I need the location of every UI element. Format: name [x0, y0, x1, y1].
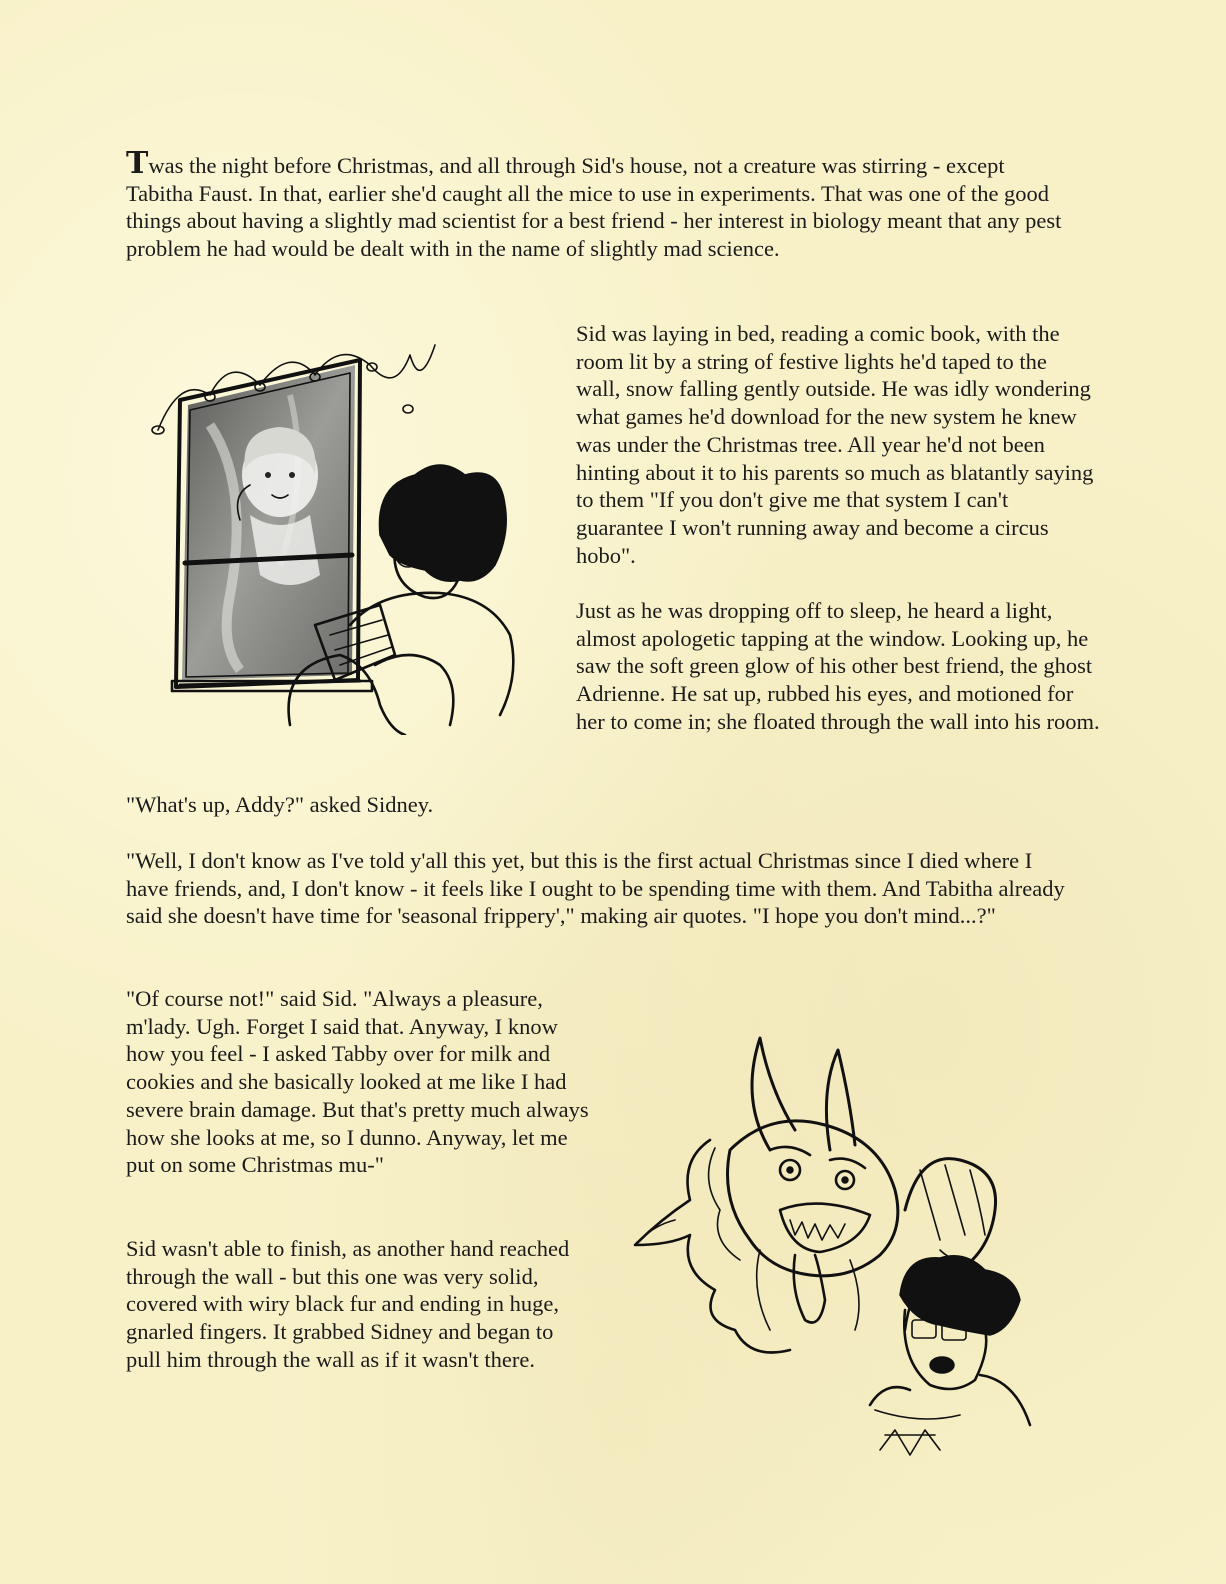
paragraph-sid-in-bed: Sid was laying in bed, reading a comic book, with the room lit by a string of festive lights he'd taped to the wall, snow falling gently outside. He was idly wondering what games he'd download for the new system he knew was under the Christmas tree. All year he'd not been hinting about it to his parents so much as blatantly saying to them "If you don't give me that system I can't guarantee I won't running away and become a circus hobo".: [576, 321, 1094, 568]
paragraph-hand-through-wall: Sid wasn't able to finish, as another hand reached through the wall - but this one was very solid, covered with wiry black fur and ending in huge, gnarled fingers. It grabbed Sidney and began to pull him through the wall as if it wasn't there.: [126, 1236, 570, 1372]
paragraph-of-course-not: "Of course not!" said Sid. "Always a pleasure, m'lady. Ugh. Forget I said that. Anyway, I know how you feel - I asked Tabby over for milk and cookies and she basically looked at me like I had severe brain damage. But that's pretty much always how she looks at me, so I dunno. Anyway, let me put on some Christmas mu-": [126, 986, 589, 1178]
paragraph-opening: [126, 146, 1076, 263]
paragraph-tapping-window: Just as he was dropping off to sleep, he heard a light, almost apologetic tapping at the window. Looking up, he saw the soft green glow of his other best friend, the ghost Adrienne. He sat up, rubbed his eyes, and motioned for her to come in; she floated through the wall into his room.: [576, 598, 1100, 734]
drop-cap: T: [126, 146, 149, 181]
paragraph-whats-up: "What's up, Addy?" asked Sidney.: [126, 792, 434, 817]
paragraph-adrienne-christmas: "Well, I don't know as I've told y'all this yet, but this is the first actual Christmas since I died where I have friends, and, I don't know - it feels like I ought to be spending time with them. And Tabitha already said she doesn't have time for 'seasonal frippery'," making air quotes. "I hope you don't mind...?": [126, 848, 1065, 929]
krampus-scene-drawing: [620, 1030, 1060, 1470]
illustration-krampus-grab: [620, 1030, 1060, 1470]
paragraph-opening-text: was the night before Christmas, and all through Sid's house, not a creature was stirring - except Tabitha Faust. In that, earlier she'd caught all the mice to use in experiments. That was one of the good things about having a slightly mad scientist for a best friend - her interest in biology meant that any pest problem he had would be dealt with in the name of slightly mad science.: [126, 153, 1062, 262]
window-scene-drawing: [140, 335, 540, 735]
illustration-sid-window: [140, 335, 540, 735]
